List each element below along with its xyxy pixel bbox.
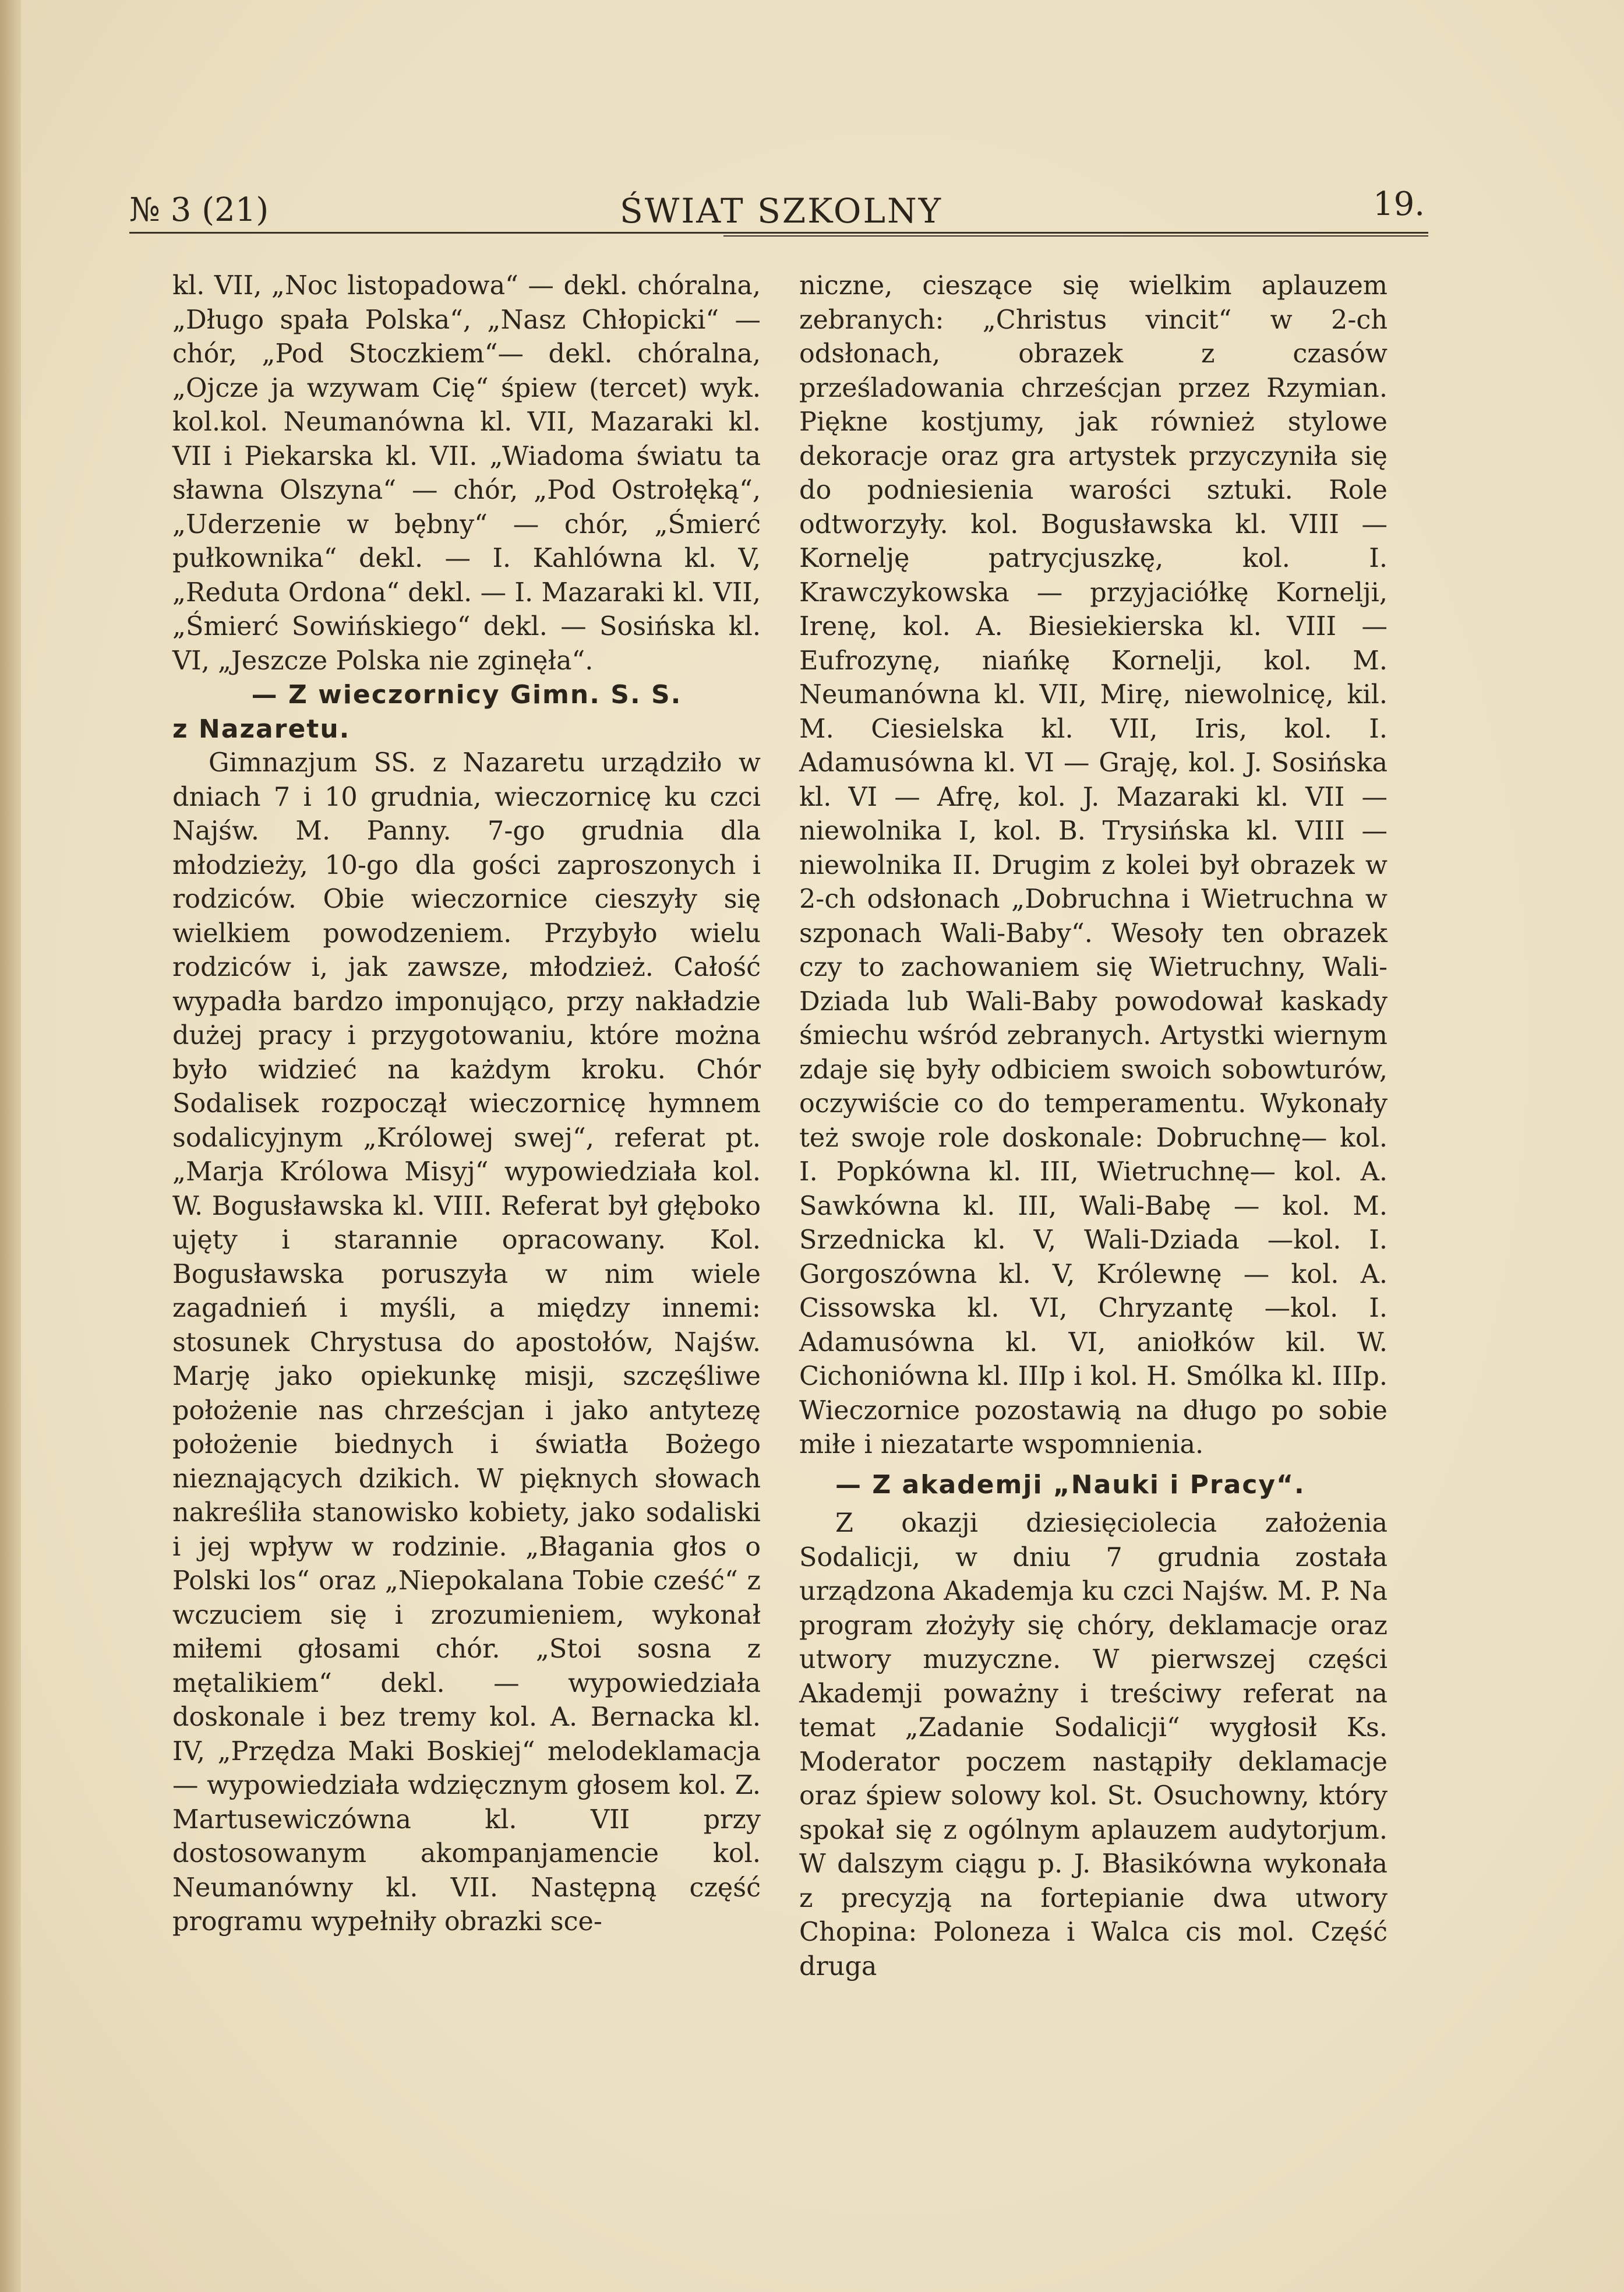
header-rule-double (723, 235, 1428, 237)
article-paragraph: Z okazji dziesięciolecia założenia Sodalicji, w dniu 7 grudnia została urządzona Akademja ku czci Najśw. M. P. Na program złożyły się chóry, deklamacje oraz utwory muzyczne. W pierwszej części Akademji poważny i treściwy referat na temat „Zadanie Sodalicji“ wygłosił Ks. Moderator poczem nastąpiły deklamacje oraz śpiew solowy kol. St. Osuchowny, który spokał się z ogólnym aplauzem audytorjum. W dalszym ciągu p. J. Błasikówna wykonała z precyzją na fortepianie dwa utwory Chopina: Poloneza i Walca cis mol. Część druga (799, 1508, 1388, 1981)
page-number: 19. (1372, 185, 1425, 223)
right-column (799, 269, 1388, 1984)
section-heading-continued: z Nazaretu. (172, 714, 351, 744)
section-heading: — Z wieczornicy Gimn. S. S. (251, 680, 682, 710)
page-spine-shadow (0, 0, 21, 2292)
masthead-title: ŚWIAT SZKOLNY (620, 191, 943, 231)
article-paragraph: niczne, cieszące się wielkim aplauzem zebranych: „Christus vincit“ w 2-ch odsłonach, obrazek z czasów prześladowania chrześcjan przez Rzymian. Piękne kostjumy, jak również stylowe dekoracje oraz gra artystek przyczyniła się do podniesienia warości sztuki. Role odtworzyły. kol. Bogusławska kl. VIII — Kornelję patrycjuszkę, kol. I. Krawczykowska — przyjaciółkę Kornelji, Irenę, kol. A. Biesiekierska kl. VIII — Eufrozynę, niańkę Kornelji, kol. M. Neumanówna kl. VII, Mirę, niewolnicę, kil. M. Ciesielska kl. VII, Iris, kol. I. Adamusówna kl. VI — Graję, kol. J. Sosińska kl. VI — Afrę, kol. J. Mazaraki kl. VII — niewolnika I, kol. B. Trysińska kl. VIII — niewolnika II. Drugim z kolei był obrazek w 2-ch odsłonach „Dobruchna i Wietruchna w szponach Wali-Baby“. Wesoły ten obrazek czy to zachowaniem się Wietruchny, Wali-Dziada lub Wali-Baby powodował kaskady śmiechu wśród zebranych. Artystki wiernym zdaje się były odbiciem swoich sobowturów, oczywiście co do temperamentu. Wykonały też swoje role doskonale: Dobruchnę— kol. I. Popkówna kl. III, Wietruchnę— kol. A. Sawkówna kl. III, Wali-Babę — kol. M. Srzednicka kl. V, Wali-Dziada —kol. I. Gorgoszówna kl. V, Królewnę — kol. A. Cissowska kl. VI, Chryzantę —kol. I. Adamusówna kl. VI, aniołków kil. W. Cichoniówna kl. IIIp i kol. H. Smólka kl. IIIp. Wieczornice pozostawią na długo po sobie miłe i niezatarte wspomnienia. (799, 271, 1388, 1459)
left-column (172, 269, 761, 1940)
section-heading: — Z akademji „Nauki i Pracy“. (835, 1469, 1305, 1500)
page-header (129, 185, 1428, 232)
article-paragraph: kl. VII, „Noc listopadowa“ — dekl. chóralna, „Długo spała Polska“, „Nasz Chłopicki“ — chór, „Pod Stoczkiem“— dekl. chóralna, „Ojcze ja wzywam Cię“ śpiew (tercet) wyk. kol.kol. Neumanówna kl. VII, Mazaraki kl. VII i Piekarska kl. VII. „Wiadoma światu ta sławna Olszyna“ — chór, „Pod Ostrołęką“, „Uderzenie w bębny“ — chór, „Śmierć pułkownika“ dekl. — I. Kahlówna kl. V, „Reduta Ordona“ dekl. — I. Mazaraki kl. VII, „Śmierć Sowińskiego“ dekl. — Sosińska kl. VI, „Jeszcze Polska nie zginęła“. (172, 271, 761, 676)
article-paragraph: Gimnazjum SS. z Nazaretu urządziło w dniach 7 i 10 grudnia, wieczornicę ku czci Najśw. M. Panny. 7-go grudnia dla młodzieży, 10-go dla gości zaproszonych i rodziców. Obie wieczornice cieszyły się wielkiem powodzeniem. Przybyło wielu rodziców i, jak zawsze, młodzież. Całość wypadła bardzo imponująco, przy nakładzie dużej pracy i przygotowaniu, które można było widzieć na każdym kroku. Chór Sodalisek rozpoczął wieczornicę hymnem sodalicyjnym „Królowej swej“, referat pt. „Marja Królowa Misyj“ wypowiedziała kol. W. Bogusławska kl. VIII. Referat był głęboko ujęty i starannie opracowany. Kol. Bogusławska poruszyła w nim wiele zagadnień i myśli, a między innemi: stosunek Chrystusa do apostołów, Najśw. Marję jako opiekunkę misji, szczęśliwe położenie nas chrześcjan i jako antytezę położenie biednych i światła Bożego nieznających dzikich. W pięknych słowach nakreśliła stanowisko kobiety, jako sodaliski i jej wpływ w rodzinie. „Błagania głos o Polski los“ oraz „Niepokalana Tobie cześć“ z wczuciem się i zrozumieniem, wykonał miłemi głosami chór. „Stoi sosna z mętalikiem“ dekl. — wypowiedziała doskonale i bez tremy kol. A. Bernacka kl. IV, „Przędza Maki Boskiej“ melodeklamacja — wypowiedziała wdzięcznym głosem kol. Z. Martusewiczówna kl. VII przy dostosowanym akompanjamencie kol. Neumanówny kl. VII. Następną część programu wypełniły obrazki sce- (172, 748, 761, 1937)
issue-number: № 3 (21) (129, 191, 269, 229)
header-rule (129, 232, 1428, 234)
